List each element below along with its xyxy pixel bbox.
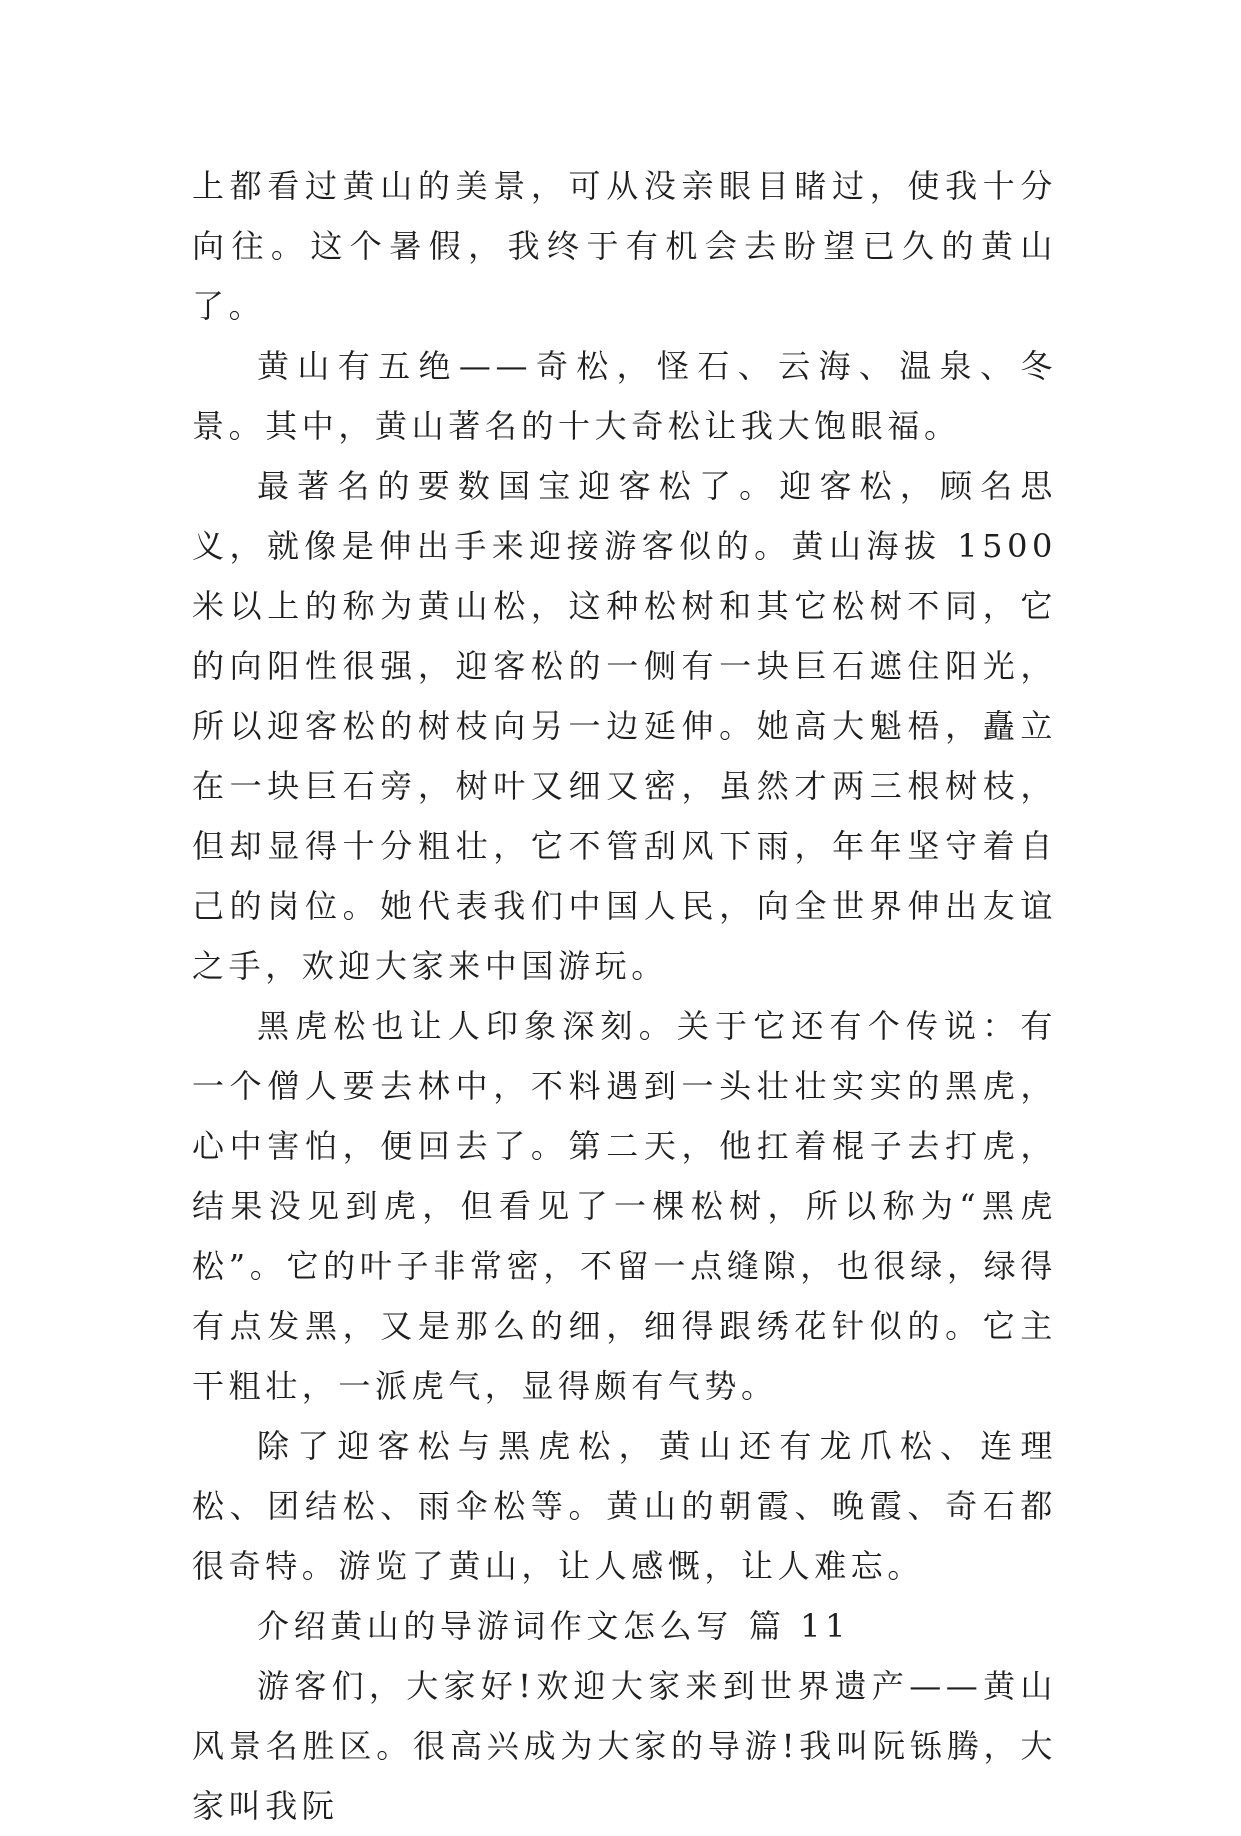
section-heading-number: 篇 11 <box>748 1607 851 1645</box>
paragraph-guide-greeting: 游客们，大家好!欢迎大家来到世界遗产——黄山风景名胜区。很高兴成为大家的导游!我叫阮铄腾，大家叫我阮 <box>192 1667 1057 1825</box>
paragraph-black-tiger-pine: 黑虎松也让人印象深刻。关于它还有个传说：有一个僧人要去林中，不料遇到一头壮壮实实的黑虎，心中害怕，便回去了。第二天，他扛着棍子去打虎，结果没见到虎，但看见了一棵松树，所以称为“黑虎松”。它的叶子非常密，不留一点缝隙，也很绿，绿得有点发黑，又是那么的细，细得跟绣花针似的。它主干粗壮，一派虎气，显得颇有气势。 <box>192 1007 1057 1405</box>
paragraph-five-wonders: 黄山有五绝——奇松，怪石、云海、温泉、冬景。其中，黄山著名的十大奇松让我大饱眼福。 <box>192 347 1057 445</box>
paragraph-other-pines: 除了迎客松与黑虎松，黄山还有龙爪松、连理松、团结松、雨伞松等。黄山的朝霞、晚霞、奇石都很奇特。游览了黄山，让人感慨，让人难忘。 <box>192 1427 1057 1585</box>
section-heading <box>192 1596 1057 1656</box>
paragraph-intro: 上都看过黄山的美景，可从没亲眼目睹过，使我十分向往。这个暑假，我终于有机会去盼望已久的黄山了。 <box>192 167 1057 325</box>
section-heading-title: 介绍黄山的导游词作文怎么写 <box>257 1607 733 1645</box>
document-body <box>192 156 1057 1836</box>
paragraph-welcoming-pine: 最著名的要数国宝迎客松了。迎客松，顾名思义，就像是伸出手来迎接游客似的。黄山海拔 1500 米以上的称为黄山松，这种松树和其它松树不同，它的向阳性很强，迎客松的一侧有一块巨石遮住阳光，所以迎客松的树枝向另一边延伸。她高大魁梧，矗立在一块巨石旁，树叶又细又密，虽然才两三根树枝，但却显得十分粗壮，它不管刮风下雨，年年坚守着自己的岗位。她代表我们中国人民，向全世界伸出友谊之手，欢迎大家来中国游玩。 <box>192 467 1057 985</box>
